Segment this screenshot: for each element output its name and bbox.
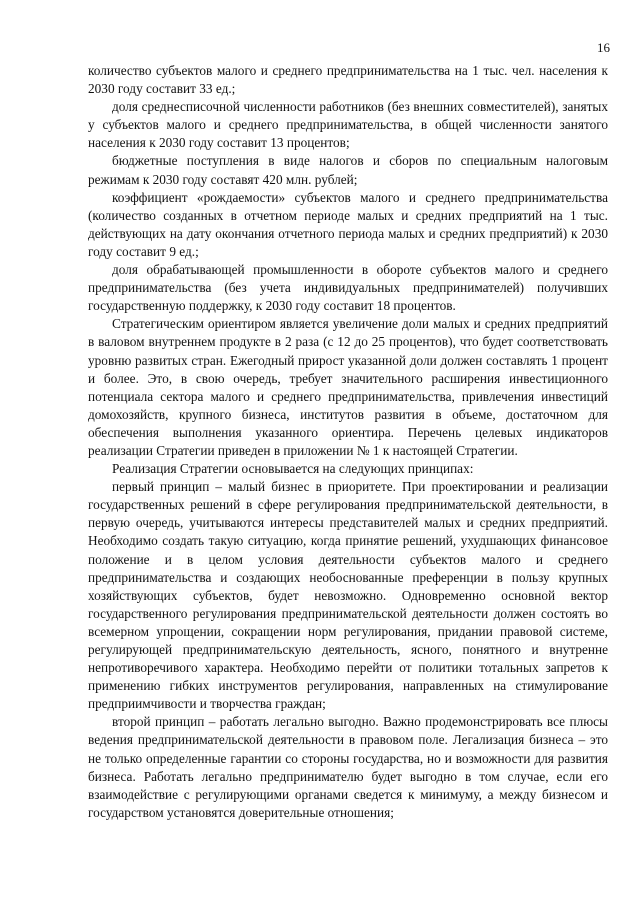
page-number: 16	[597, 40, 610, 55]
paragraph-principle-one: первый принцип – малый бизнес в приоритете. При проектировании и реализации государственных решений в сфере регулирования предпринимательской деятельности, в первую очередь, учитываются интересы представителей малых и средних предприятий. Необходимо создать такую ситуацию, когда принятие решений, ухудшающих финансовое положение и в целом условия деятельности субъектов малого и среднего предпринимательства и создающих необоснованные преференции в пользу крупных хозяйствующих субъектов, будет невозможно. Одновременно основной вектор государственного регулирования предпринимательской деятельности должен состоять во всемерном упрощении, сокращении норм регулирования, придании правовой системе, регулирующей предпринимательскую деятельность, ясного, понятного и внутренне непротиворечивого характера. Необходимо перейти от политики тотальных запретов к применению гибких инструментов регулирования, направленных на стимулирование предприимчивости и творчества граждан;	[88, 479, 608, 712]
document-body	[88, 62, 608, 822]
paragraph-principles-intro: Реализация Стратегии основывается на следующих принципах:	[112, 461, 474, 477]
paragraph-indicator-smb-count: количество субъектов малого и среднего предпринимательства на 1 тыс. чел. населения к 2030 году составит 33 ед.;	[88, 63, 608, 97]
paragraph-principle-two: второй принцип – работать легально выгодно. Важно продемонстрировать все плюсы ведения предпринимательской деятельности в правовом поле. Легализация бизнеса – это не только определенные гарантии со стороны государства, но и возможности для развития бизнеса. Работать легально предпринимателю будет выгодно в том случае, если его взаимодействие с регулирующими органами сведется к минимуму, а между бизнесом и государством установятся доверительные отношения;	[88, 714, 608, 820]
paragraph-indicator-manufacturing-share: доля обрабатывающей промышленности в обороте субъектов малого и среднего предпринимательства (без учета индивидуальных предпринимателей) получивших государственную поддержку, к 2030 году составит 18 процентов.	[88, 262, 608, 314]
paragraph-indicator-tax-revenue: бюджетные поступления в виде налогов и сборов по специальным налоговым режимам к 2030 году составят 420 млн. рублей;	[88, 153, 608, 187]
paragraph-strategic-target: Стратегическим ориентиром является увеличение доли малых и средних предприятий в валовом внутреннем продукте в 2 раза (с 12 до 25 процентов), что будет соответствовать уровню развитых стран. Ежегодный прирост указанной доли должен составлять 1 процент и более. Это, в свою очередь, требует значительного расширения инвестиционного потенциала сектора малого и среднего предпринимательства, привлечения инвестиций домохозяйств, крупного бизнеса, институтов развития в объеме, достаточном для обеспечения выполнения указанного ориентира. Перечень целевых индикаторов реализации Стратегии приведен в приложении № 1 к настоящей Стратегии.	[88, 316, 608, 458]
paragraph-indicator-birth-rate: коэффициент «рождаемости» субъектов малого и среднего предпринимательства (количество созданных в отчетном периоде малых и средних предприятий на 1 тыс. действующих на дату окончания отчетного периода малых и средних предприятий) к 2030 году составит 9 ед.;	[88, 189, 608, 259]
paragraph-indicator-employment-share: доля среднесписочной численности работников (без внешних совместителей), занятых у субъектов малого и среднего предпринимательства, в общей численности занятого населения к 2030 году составит 13 процентов;	[88, 99, 608, 151]
